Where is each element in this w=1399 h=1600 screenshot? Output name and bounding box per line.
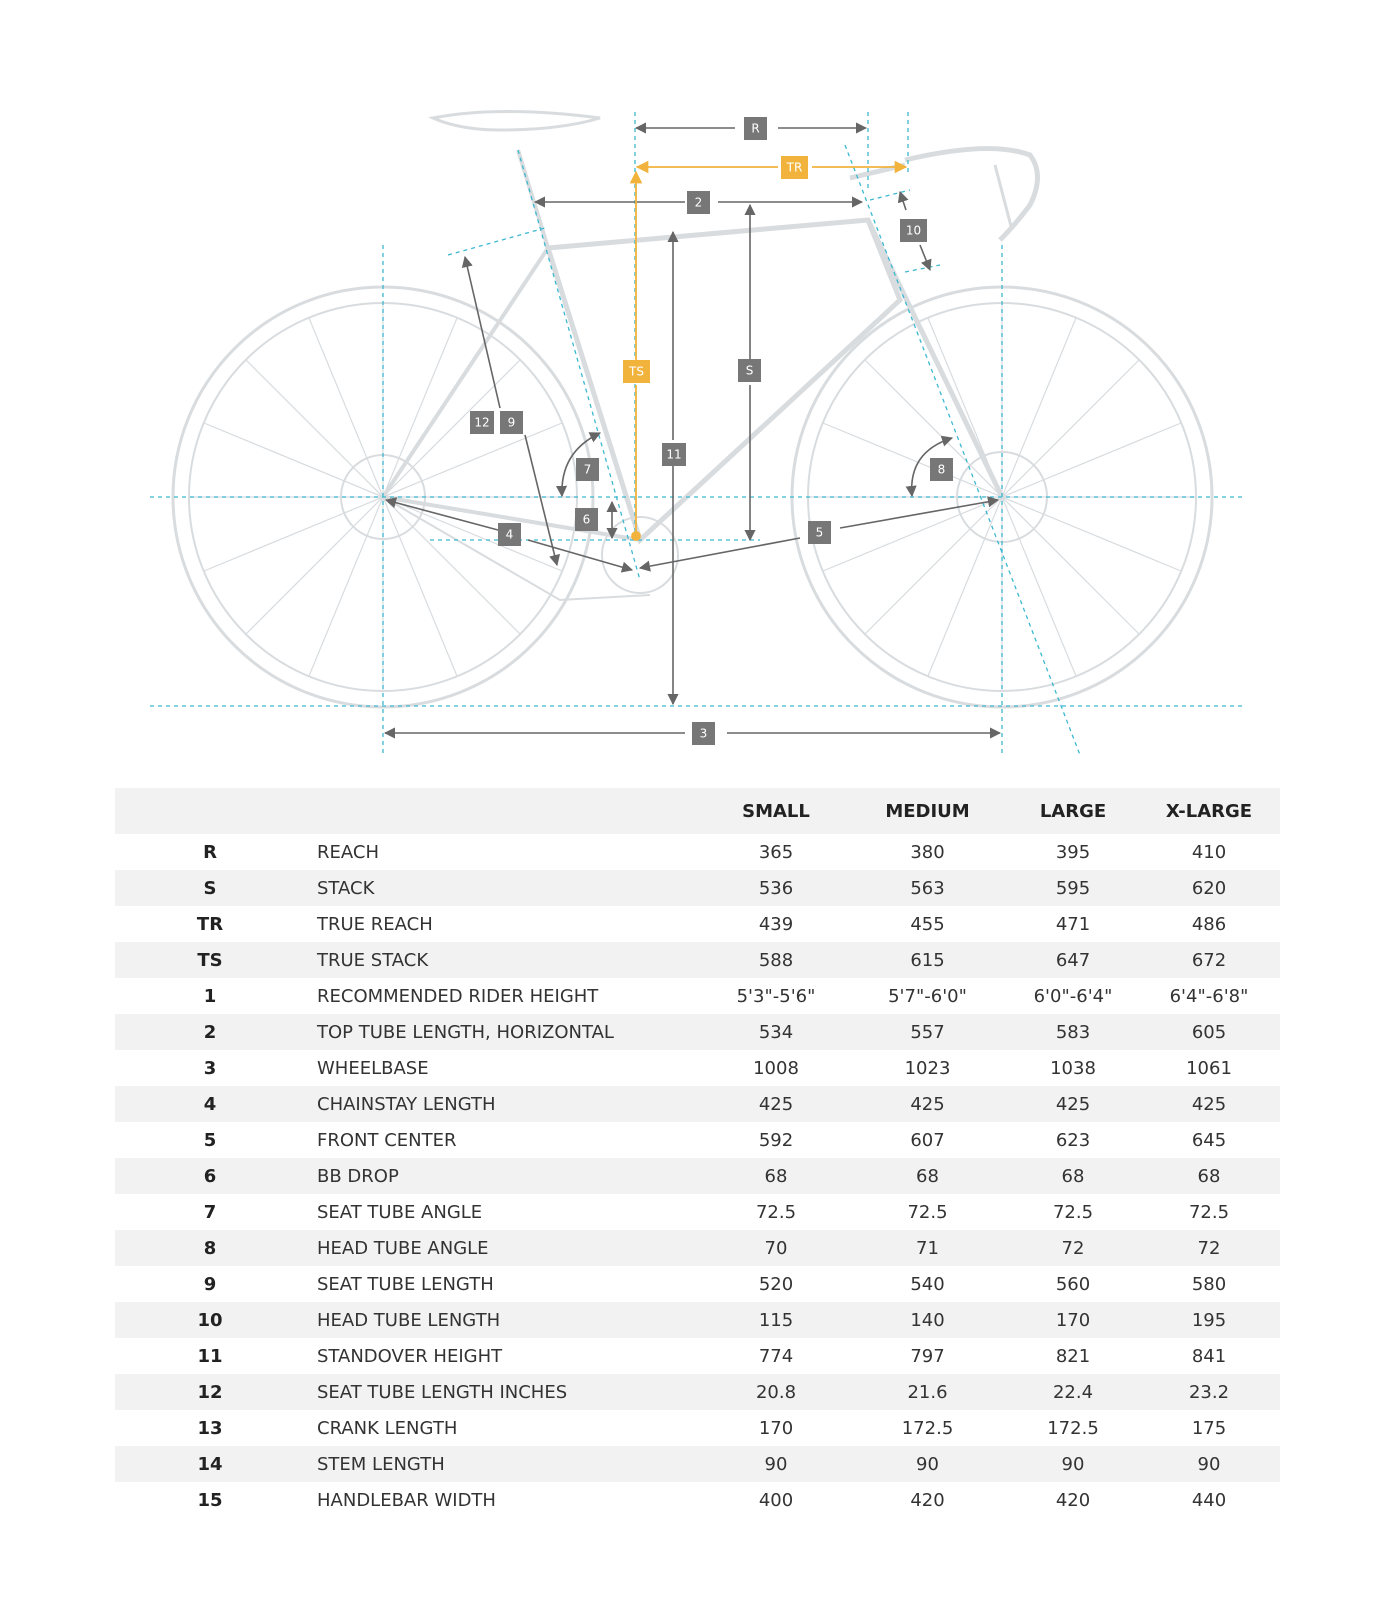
table-row — [115, 1086, 1280, 1122]
svg-text:7: 7 — [583, 462, 592, 477]
badge-R — [744, 117, 767, 140]
value-large: 395 — [1055, 841, 1091, 863]
badge-3 — [692, 722, 715, 745]
value-small: 365 — [758, 841, 794, 863]
svg-text:5: 5 — [815, 525, 824, 540]
value-large: 68 — [1008, 1158, 1138, 1194]
value-small: 774 — [758, 1345, 794, 1367]
row-name: FRONT CENTER — [317, 1129, 457, 1151]
value-medium: 425 — [847, 1086, 1008, 1122]
row-code: 14 — [115, 1446, 305, 1482]
badge-8 — [930, 458, 953, 481]
value-small: 439 — [758, 913, 794, 935]
table-row — [115, 1374, 1280, 1410]
value-x-large: 23.2 — [1138, 1374, 1280, 1410]
value-small: 68 — [705, 1158, 847, 1194]
value-small: 400 — [758, 1489, 794, 1511]
row-name: SEAT TUBE LENGTH INCHES — [305, 1374, 705, 1410]
value-large: 647 — [1008, 942, 1138, 978]
value-small: 20.8 — [705, 1374, 847, 1410]
value-large: 560 — [1055, 1273, 1091, 1295]
svg-text:R: R — [751, 121, 760, 136]
svg-text:8: 8 — [937, 462, 946, 477]
value-small: 90 — [705, 1446, 847, 1482]
geometry-table — [115, 788, 1280, 1518]
value-medium: 71 — [847, 1230, 1008, 1266]
row-name: WHEELBASE — [317, 1057, 429, 1079]
value-x-large: 620 — [1138, 870, 1280, 906]
svg-text:2: 2 — [694, 195, 703, 210]
value-small: 425 — [705, 1086, 847, 1122]
badge-12 — [470, 411, 494, 434]
row-name: CRANK LENGTH — [317, 1417, 458, 1439]
value-x-large: 410 — [1191, 841, 1227, 863]
table-row — [115, 978, 1280, 1014]
value-medium: 21.6 — [847, 1374, 1008, 1410]
table-header — [115, 788, 1280, 834]
value-x-large: 72.5 — [1188, 1201, 1230, 1223]
badge-9 — [500, 411, 523, 434]
chainring — [602, 517, 678, 593]
table-row — [115, 1122, 1280, 1158]
value-small: 588 — [705, 942, 847, 978]
value-x-large: 1061 — [1186, 1057, 1232, 1079]
row-name: TRUE STACK — [305, 942, 705, 978]
svg-text:TS: TS — [629, 364, 644, 379]
value-large: 22.4 — [1008, 1374, 1138, 1410]
value-medium: 5'7"-6'0" — [888, 985, 967, 1007]
value-small: 70 — [705, 1230, 847, 1266]
value-small: 520 — [758, 1273, 794, 1295]
row-name: CHAINSTAY LENGTH — [305, 1086, 705, 1122]
table-row — [115, 1338, 1280, 1374]
value-medium: 455 — [910, 913, 945, 935]
value-medium: 172.5 — [901, 1417, 954, 1439]
value-large: 72 — [1008, 1230, 1138, 1266]
badge-6 — [575, 508, 598, 531]
svg-text:S: S — [745, 363, 754, 378]
row-name: HEAD TUBE ANGLE — [305, 1230, 705, 1266]
row-code: 10 — [115, 1302, 305, 1338]
value-medium: 540 — [910, 1273, 945, 1295]
value-x-large: 440 — [1191, 1489, 1227, 1511]
badge-5 — [808, 521, 831, 544]
value-small: 1008 — [753, 1057, 799, 1079]
row-name: HANDLEBAR WIDTH — [317, 1489, 496, 1511]
value-large: 6'0"-6'4" — [1033, 985, 1113, 1007]
table-row — [115, 1230, 1280, 1266]
value-medium: 1023 — [904, 1057, 951, 1079]
value-medium: 607 — [910, 1129, 945, 1151]
value-x-large: 486 — [1191, 913, 1227, 935]
table-row — [115, 1446, 1280, 1482]
value-x-large: 195 — [1138, 1302, 1280, 1338]
table-row — [115, 906, 1280, 942]
value-large: 425 — [1008, 1086, 1138, 1122]
value-medium: 557 — [847, 1014, 1008, 1050]
table-row — [115, 1266, 1280, 1302]
table-row — [115, 834, 1280, 870]
row-code: 6 — [115, 1158, 305, 1194]
value-small: 115 — [705, 1302, 847, 1338]
row-code: 1 — [203, 985, 217, 1007]
badge-4 — [498, 523, 521, 546]
svg-text:12: 12 — [474, 415, 490, 430]
value-large: 471 — [1055, 913, 1091, 935]
row-name: BB DROP — [305, 1158, 705, 1194]
value-x-large: 72 — [1138, 1230, 1280, 1266]
header-medium: MEDIUM — [847, 788, 1008, 834]
value-x-large: 645 — [1191, 1129, 1227, 1151]
value-large: 72.5 — [1052, 1201, 1094, 1223]
value-x-large: 175 — [1191, 1417, 1227, 1439]
value-x-large: 90 — [1138, 1446, 1280, 1482]
row-name: STEM LENGTH — [305, 1446, 705, 1482]
row-name: TOP TUBE LENGTH, HORIZONTAL — [305, 1014, 705, 1050]
header-name — [305, 788, 705, 834]
value-small: 5'3"-5'6" — [736, 985, 816, 1007]
svg-text:9: 9 — [507, 415, 516, 430]
saddle — [433, 112, 600, 131]
row-name: TRUE REACH — [317, 913, 433, 935]
value-large: 821 — [1055, 1345, 1091, 1367]
svg-text:10: 10 — [905, 223, 922, 238]
row-code: S — [115, 870, 305, 906]
value-x-large: 672 — [1138, 942, 1280, 978]
value-medium: 68 — [847, 1158, 1008, 1194]
value-x-large: 605 — [1138, 1014, 1280, 1050]
row-code: 12 — [115, 1374, 305, 1410]
value-small: 534 — [705, 1014, 847, 1050]
row-name: STACK — [305, 870, 705, 906]
row-code: TR — [196, 913, 224, 935]
row-code: R — [203, 841, 217, 863]
badge-10 — [900, 219, 927, 242]
row-name: REACH — [317, 841, 379, 863]
table-row — [115, 1050, 1280, 1086]
value-x-large: 6'4"-6'8" — [1169, 985, 1249, 1007]
value-small: 536 — [705, 870, 847, 906]
table-body — [115, 834, 1280, 1518]
value-x-large: 68 — [1138, 1158, 1280, 1194]
row-code: 9 — [203, 1273, 217, 1295]
value-large: 172.5 — [1047, 1417, 1099, 1439]
table-row — [115, 1194, 1280, 1230]
row-name: SEAT TUBE LENGTH — [317, 1273, 494, 1295]
table-row — [115, 1410, 1280, 1446]
row-code: 11 — [197, 1345, 223, 1367]
badge-TR — [781, 156, 808, 179]
value-medium: 140 — [847, 1302, 1008, 1338]
value-medium: 380 — [910, 841, 945, 863]
svg-text:11: 11 — [666, 447, 682, 462]
value-x-large: 425 — [1138, 1086, 1280, 1122]
value-medium: 72.5 — [907, 1201, 948, 1223]
header-x-large: X-LARGE — [1138, 788, 1280, 834]
value-large: 623 — [1055, 1129, 1091, 1151]
row-name: STANDOVER HEIGHT — [317, 1345, 503, 1367]
row-code: 2 — [115, 1014, 305, 1050]
svg-text:3: 3 — [699, 726, 708, 741]
row-name: SEAT TUBE ANGLE — [317, 1201, 483, 1223]
badge-2 — [687, 191, 710, 214]
table-row — [115, 1014, 1280, 1050]
value-large: 420 — [1055, 1489, 1091, 1511]
value-large: 170 — [1008, 1302, 1138, 1338]
row-code: 3 — [203, 1057, 217, 1079]
bike-geometry-diagram — [0, 0, 1399, 770]
row-code: TS — [115, 942, 305, 978]
svg-text:4: 4 — [505, 527, 514, 542]
badge-S — [738, 359, 761, 382]
value-small: 592 — [758, 1129, 794, 1151]
value-medium: 615 — [847, 942, 1008, 978]
value-x-large: 580 — [1191, 1273, 1227, 1295]
row-code: 8 — [115, 1230, 305, 1266]
row-code: 4 — [115, 1086, 305, 1122]
badge-11 — [662, 443, 686, 466]
value-small: 72.5 — [755, 1201, 797, 1223]
table-row — [115, 1158, 1280, 1194]
header-small: SMALL — [705, 788, 847, 834]
svg-text:6: 6 — [582, 512, 591, 527]
value-medium: 420 — [910, 1489, 945, 1511]
value-large: 1038 — [1050, 1057, 1096, 1079]
table-row — [115, 870, 1280, 906]
badge-7 — [576, 458, 599, 481]
value-small: 170 — [758, 1417, 794, 1439]
header-code — [115, 788, 305, 834]
value-large: 583 — [1008, 1014, 1138, 1050]
value-medium: 797 — [910, 1345, 945, 1367]
row-code: 15 — [197, 1489, 223, 1511]
value-large: 595 — [1008, 870, 1138, 906]
row-name: HEAD TUBE LENGTH — [305, 1302, 705, 1338]
badge-TS — [623, 360, 650, 383]
row-code: 7 — [203, 1201, 217, 1223]
value-x-large: 841 — [1191, 1345, 1227, 1367]
row-name: RECOMMENDED RIDER HEIGHT — [317, 985, 599, 1007]
value-large: 90 — [1008, 1446, 1138, 1482]
header-large: LARGE — [1008, 788, 1138, 834]
row-code: 5 — [203, 1129, 217, 1151]
value-medium: 563 — [847, 870, 1008, 906]
row-code: 13 — [197, 1417, 223, 1439]
table-row — [115, 1302, 1280, 1338]
table-row — [115, 1482, 1280, 1518]
svg-text:TR: TR — [786, 160, 803, 175]
table-row — [115, 942, 1280, 978]
value-medium: 90 — [847, 1446, 1008, 1482]
